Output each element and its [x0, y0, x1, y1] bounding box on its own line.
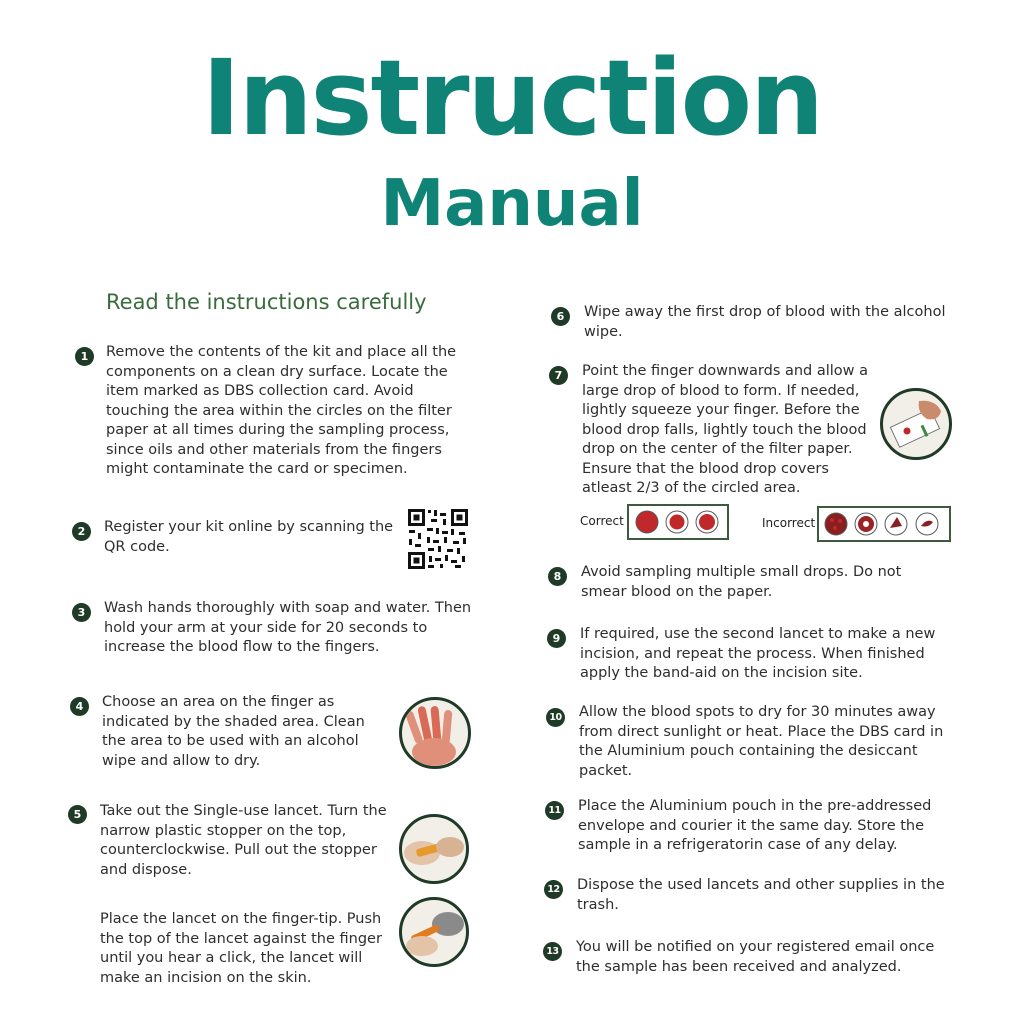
qr-code-icon[interactable]	[407, 508, 469, 570]
legend-correct-label: Correct	[580, 514, 624, 528]
step-4-text: Choose an area on the finger as indicated by the shaded area. Clean the area to be used with an alcohol wipe and allow to dry.	[102, 694, 365, 769]
step-9-text: If required, use the second lancet to make a new incision, and repeat the process. When finished apply the band-aid on the incision site.	[580, 626, 936, 681]
step-11-text: Place the Aluminium pouch in the pre-addressed envelope and courier it the same day. Store the sample in a refrigeratorin case of any delay.	[578, 798, 932, 853]
step-7-text: Point the finger downwards and allow a large drop of blood to form. If needed, lightly squeeze your finger. Before the blood drop falls, lightly touch the blood drop on the center of the filter paper. Ensure that the blood drop covers atleast 2/3 of the circled area.	[582, 363, 869, 496]
instructions-heading: Read the instructions carefully	[106, 290, 427, 314]
legend-incorrect-label: Incorrect	[762, 516, 816, 530]
step-9-badge: 9	[547, 629, 566, 648]
page-subtitle: Manual	[380, 167, 644, 241]
step-5b-text: Place the lancet on the finger-tip. Push the top of the lancet against the finger until you hear a click, the lancet will make an incision on the skin.	[100, 911, 382, 986]
step-8-text: Avoid sampling multiple small drops. Do not smear blood on the paper.	[581, 564, 902, 600]
step-5-text: Take out the Single-use lancet. Turn the narrow plastic stopper on the top, counterclockwise. Pull out the stopper and dispose.	[100, 803, 387, 878]
step-6-badge: 6	[551, 307, 570, 326]
step-4-badge: 4	[70, 697, 89, 716]
step-12-text: Dispose the used lancets and other supplies in the trash.	[577, 877, 945, 913]
step-10-text: Allow the blood spots to dry for 30 minutes away from direct sunlight or heat. Place the DBS card in the Aluminium pouch containing the desiccant packet.	[579, 704, 944, 779]
step-3-badge: 3	[72, 603, 91, 622]
lancet-press-icon	[399, 897, 469, 967]
page-title: Instruction	[201, 37, 823, 159]
lancet-stopper-icon	[399, 814, 469, 884]
step-1-text: Remove the contents of the kit and place all the components on a clean dry surface. Locate the item marked as DBS collection card. Avoid touching the area within the circles on the filter paper at all times during the sampling process, since oils and other materials from the fingers might contaminate the card or specimen.	[106, 344, 457, 477]
legend-incorrect-box	[817, 506, 951, 542]
step-2-badge: 2	[72, 522, 91, 541]
step-7-badge: 7	[549, 366, 568, 385]
step-3-text: Wash hands thoroughly with soap and water. Then hold your arm at your side for 20 seconds to increase the blood flow to the fingers.	[104, 600, 472, 655]
step-10-badge: 10	[546, 708, 565, 727]
blood-drop-finger-icon	[880, 388, 952, 460]
step-5-badge: 5	[68, 805, 87, 824]
step-2-text: Register your kit online by scanning the QR code.	[104, 519, 394, 555]
step-1-badge: 1	[75, 347, 94, 366]
step-11-badge: 11	[545, 801, 564, 820]
step-13-text: You will be notified on your registered email once the sample has been received and analyzed.	[576, 939, 935, 975]
legend-correct-box	[627, 504, 729, 540]
shaded-finger-icon	[399, 697, 471, 769]
step-6-text: Wipe away the first drop of blood with the alcohol wipe.	[584, 304, 946, 340]
step-12-badge: 12	[544, 880, 563, 899]
step-8-badge: 8	[548, 567, 567, 586]
step-13-badge: 13	[543, 942, 562, 961]
